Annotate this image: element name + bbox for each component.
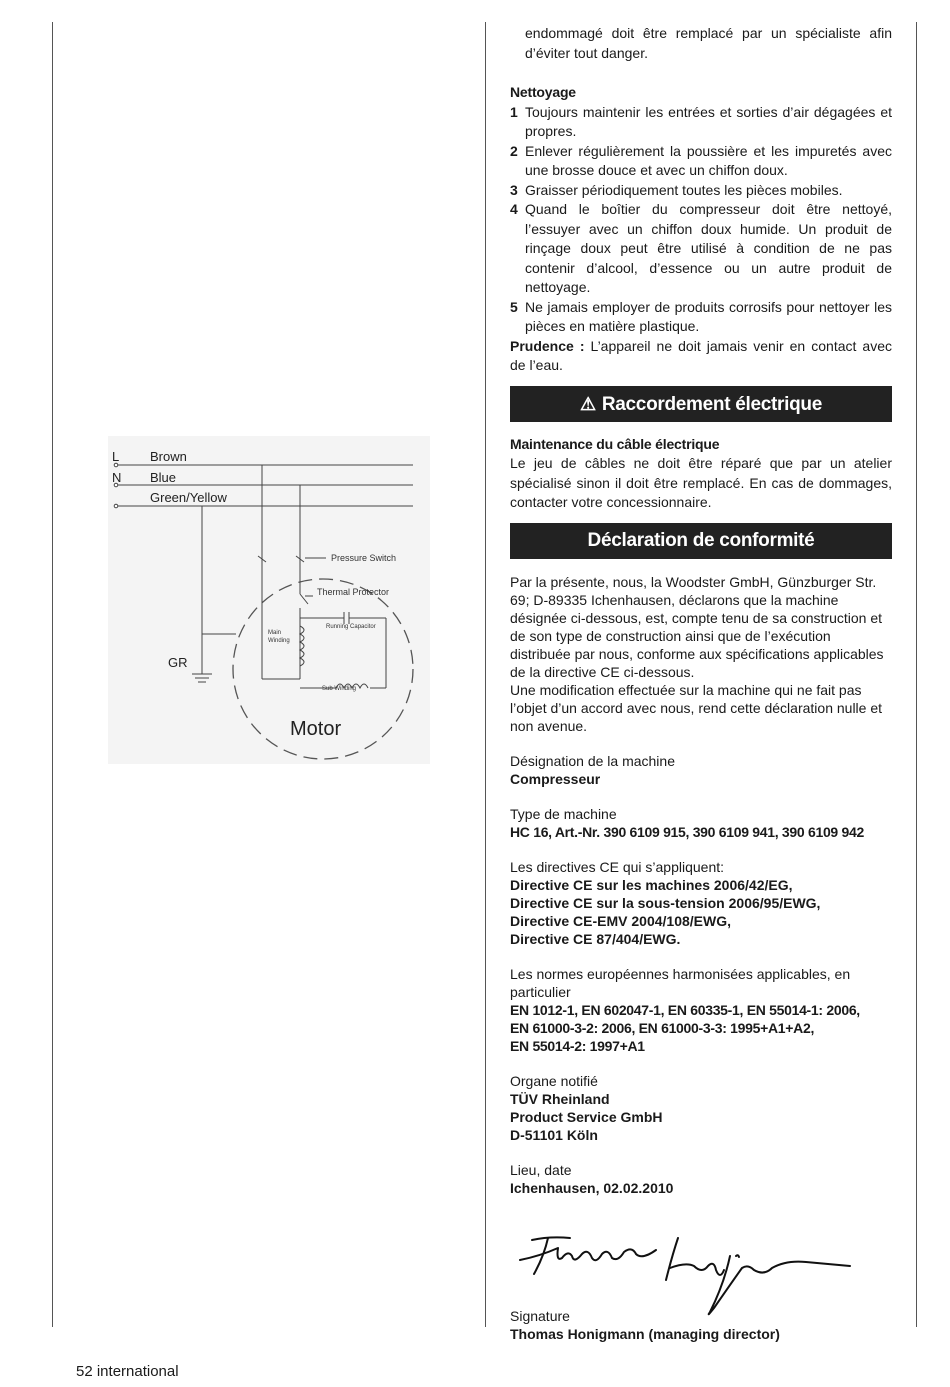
page-footer: 52 international bbox=[76, 1363, 179, 1380]
label-n: N bbox=[112, 470, 122, 485]
column-rule-right bbox=[916, 22, 917, 1327]
right-column bbox=[510, 24, 892, 1197]
conformity-banner bbox=[510, 523, 892, 559]
caution-label: Prudence : bbox=[510, 337, 585, 354]
signature-name: Thomas Honigmann (managing director) bbox=[510, 1326, 780, 1342]
notified-body-line: Product Service GmbH bbox=[510, 1108, 663, 1125]
directive-line: Directive CE-EMV 2004/108/EWG, bbox=[510, 912, 731, 929]
cleaning-item bbox=[510, 200, 892, 298]
item-number: 4 bbox=[510, 201, 518, 217]
norm-line: EN 61000-3-2: 2006, EN 61000-3-3: 1995+A1+A2, bbox=[510, 1019, 815, 1036]
label-main-winding-1: Main bbox=[268, 630, 282, 636]
label-blue: Blue bbox=[150, 470, 177, 485]
norm-line: EN 55014-2: 1997+A1 bbox=[510, 1037, 645, 1054]
conformity-para2: Une modification effectuée sur la machine qui ne fait pas l’objet d’un accord avec nous, rend cette déclaration nulle et non avenue. bbox=[510, 681, 883, 734]
electrical-banner bbox=[510, 386, 892, 422]
item-text: Quand le boîtier du compresseur doit être nettoyé, l’essuyer avec un chiffon doux humide. Un produit de rinçage doux peut être utilisé à condition de ne pas contenir d’alcool, d’essence ou un autre produit de nettoyage. bbox=[525, 201, 892, 295]
electrical-banner-title: Raccordement électrique bbox=[601, 393, 822, 415]
label-pressure-switch: Pressure Switch bbox=[331, 553, 397, 563]
item-number: 3 bbox=[510, 181, 518, 198]
notified-body-label: Organe notifié bbox=[510, 1072, 598, 1089]
label-thermal-protector: Thermal Protector bbox=[317, 587, 390, 597]
item-number: 1 bbox=[510, 103, 518, 120]
item-text: Ne jamais employer de produits corrosifs pour nettoyer les pièces en matière plastique. bbox=[525, 298, 892, 334]
intro-continuation: endommagé doit être remplacé par un spécialiste afin d’éviter tout danger. bbox=[525, 25, 892, 61]
designation-value: Compresseur bbox=[510, 770, 601, 787]
place-date-value: Ichenhausen, 02.02.2010 bbox=[510, 1179, 674, 1196]
signature-label: Signature bbox=[510, 1308, 570, 1324]
signature-block bbox=[510, 1307, 780, 1343]
cable-maintenance-text: Le jeu de câbles ne doit être réparé que par un atelier spécialisé sinon il doit être remplacé. En cas de dommages, contacter votre concessionnaire. bbox=[510, 455, 892, 510]
caution-note bbox=[510, 337, 892, 376]
label-main-winding-2: Winding bbox=[268, 638, 290, 644]
item-number: 5 bbox=[510, 298, 518, 315]
column-rule-left bbox=[52, 22, 53, 1327]
item-number: 2 bbox=[510, 142, 518, 159]
notified-body-line: TÜV Rheinland bbox=[510, 1090, 610, 1107]
directive-line: Directive CE sur la sous-tension 2006/95/EWG, bbox=[510, 894, 821, 911]
cleaning-item bbox=[510, 298, 892, 337]
column-rule-middle bbox=[485, 22, 486, 1327]
wiring-diagram bbox=[108, 436, 430, 764]
cleaning-item bbox=[510, 103, 892, 142]
conformity-para1: Par la présente, nous, la Woodster GmbH, Günzburger Str. 69; D-89335 Ichenhausen, déclarons que la machine désignée ci-dessous, est, compte tenu de sa construction et de son type de construction ainsi que de l’exécution distribuée par nous, conforme aux spécifications applicables de la directive CE ci-dessous. bbox=[510, 573, 884, 680]
type-label: Type de machine bbox=[510, 805, 617, 822]
item-text: Enlever régulièrement la poussière et les impuretés avec une brosse douce et avec un chiffon doux. bbox=[525, 142, 892, 178]
place-date-label: Lieu, date bbox=[510, 1161, 572, 1178]
label-sub-winding: Sub Winding bbox=[322, 686, 357, 692]
directives-label: Les directives CE qui s’appliquent: bbox=[510, 858, 725, 875]
directive-line: Directive CE sur les machines 2006/42/EG, bbox=[510, 876, 793, 893]
label-running-capacitor: Running Capacitor bbox=[326, 624, 376, 630]
label-green-yellow: Green/Yellow bbox=[150, 490, 227, 505]
norms-label: Les normes européennes harmonisées applicables, en particulier bbox=[510, 965, 851, 1000]
label-motor: Motor bbox=[290, 718, 342, 740]
item-text: Graisser périodiquement toutes les pièces mobiles. bbox=[525, 181, 843, 198]
conformity-banner-title: Déclaration de conformité bbox=[587, 529, 815, 551]
cleaning-heading: Nettoyage bbox=[510, 84, 576, 100]
label-gr: GR bbox=[168, 655, 188, 670]
designation-label: Désignation de la machine bbox=[510, 752, 675, 769]
cable-maintenance-heading: Maintenance du câble électrique bbox=[510, 435, 720, 452]
caution-text: L’appareil ne doit jamais venir en contact avec de l’eau. bbox=[510, 337, 893, 373]
label-l: L bbox=[112, 449, 120, 464]
cleaning-item bbox=[510, 181, 892, 201]
warning-triangle-icon: ⚠ bbox=[580, 393, 596, 414]
cleaning-item bbox=[510, 142, 892, 181]
notified-body-line: D-51101 Köln bbox=[510, 1126, 598, 1143]
label-brown: Brown bbox=[150, 449, 187, 464]
directive-line: Directive CE 87/404/EWG. bbox=[510, 930, 681, 947]
type-value: HC 16, Art.-Nr. 390 6109 915, 390 6109 941, 390 6109 942 bbox=[510, 823, 864, 840]
norm-line: EN 1012-1, EN 602047-1, EN 60335-1, EN 55014-1: 2006, bbox=[510, 1001, 860, 1018]
item-text: Toujours maintenir les entrées et sorties d’air dégagées et propres. bbox=[525, 103, 892, 139]
